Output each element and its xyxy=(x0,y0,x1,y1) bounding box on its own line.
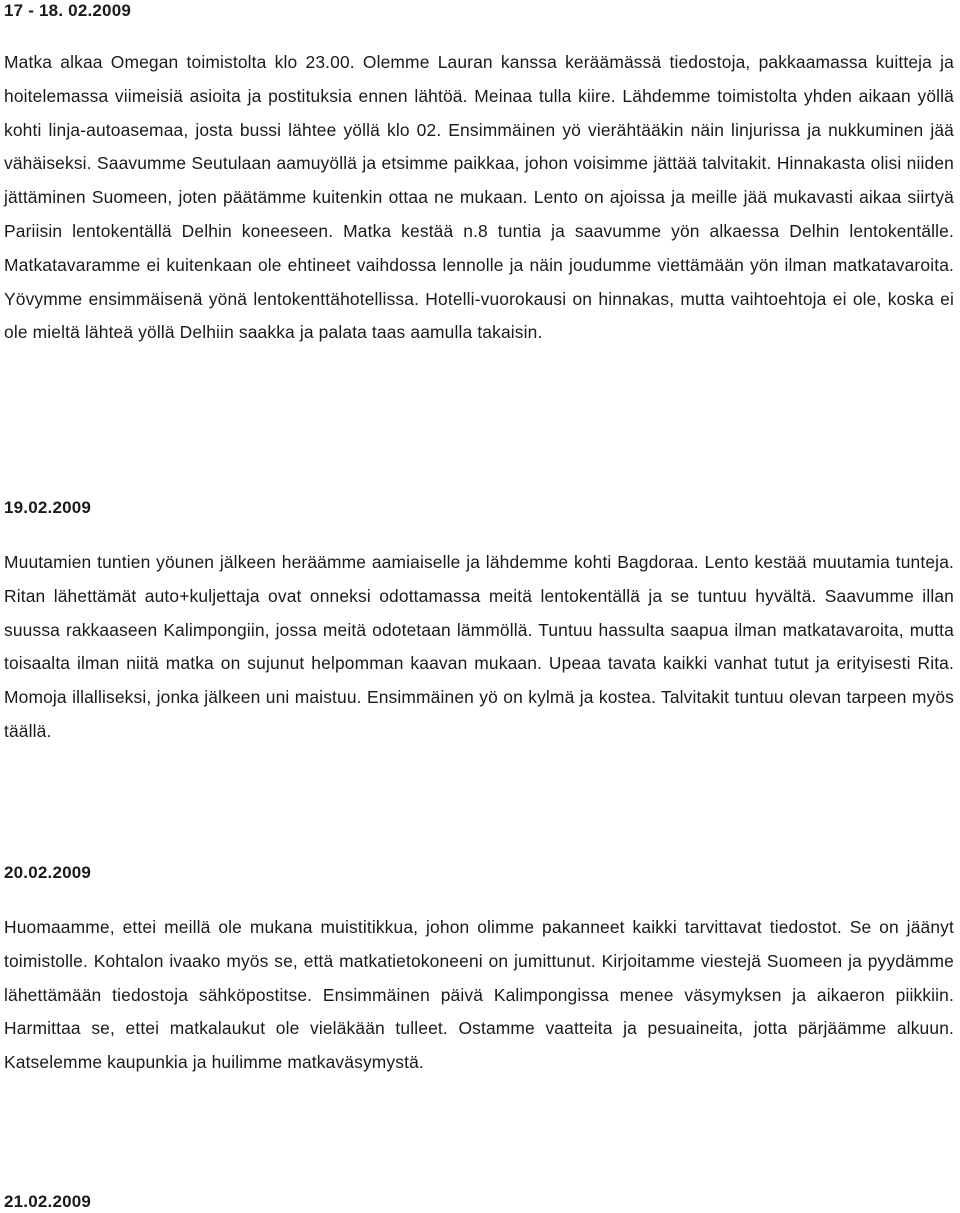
entry-text: Matka alkaa Omegan toimistolta klo 23.00. Olemme Lauran kanssa keräämässä tiedostoja, pakkaamassa kuitteja ja hoitelemassa viimeisiä asioita ja postituksia ennen lähtöä. Meinaa tulla kiire. Lähdemme toimistolta yhden aikaan yöllä kohti linja-autoasemaa, josta bussi lähtee yöllä klo 02. Ensimmäinen yö vierähtääkin näin linjurissa ja nukkuminen jää vähäiseksi. Saavumme Seutulaan aamuyöllä ja etsimme paikkaa, johon voisimme jättää talvitakit. Hinnakasta olisi niiden jättäminen Suomeen, joten päätämme kuitenkin ottaa ne mukaan. Lento on ajoissa ja meille jää mukavasti aikaa siirtyä Pariisin lentokentällä Delhin koneeseen. Matka kestää n.8 tuntia ja saavumme yön alkaessa Delhin lentokentälle. Matkatavaramme ei kuitenkaan ole ehtineet vaihdossa lennolle ja näin joudumme viettämään yön ilman matkatavaroita. Yövymme ensimmäisenä yönä lentokenttähotellissa. Hotelli-vuorokausi on hinnakas, mutta vaihtoehtoja ei ole, koska ei ole mieltä lähteä yöllä Delhiin saakka ja palata taas aamulla takaisin. xyxy=(4,52,954,343)
entry-date: 19.02.2009 xyxy=(4,498,92,517)
entry-date: 20.02.2009 xyxy=(4,863,92,882)
entry-date: 17 - 18. 02.2009 xyxy=(4,1,132,20)
entry-date: 21.02.2009 xyxy=(4,1192,92,1211)
entry-text: Muutamien tuntien yöunen jälkeen heräämme aamiaiselle ja lähdemme kohti Bagdoraa. Lento kestää muutamia tunteja. Ritan lähettämät auto+kuljettaja ovat onneksi odottamassa meitä lentokentällä ja se tuntuu hyvältä. Saavumme illan suussa rakkaaseen Kalimpongiin, jossa meitä odotetaan lämmöllä. Tuntuu hassulta saapua ilman matkatavaroita, mutta toisaalta ilman niitä matka on sujunut helpomman kaavan mukaan. Upeaa tavata kaikki vanhat tutut ja erityisesti Rita. Momoja illalliseksi, jonka jälkeen uni maistuu. Ensimmäinen yö on kylmä ja kostea. Talvitakit tuntuu olevan tarpeen myös täällä. xyxy=(4,552,954,741)
entry-text: Huomaamme, ettei meillä ole mukana muistitikkua, johon olimme pakanneet kaikki tarvittavat tiedostot. Se on jäänyt toimistolle. Kohtalon ivaako myös se, että matkatietokoneeni on jumittunut. Kirjoitamme viestejä Suomeen ja pyydämme lähettämään tiedostoja sähköpostitse. Ensimmäinen päivä Kalimpongissa menee väsymyksen ja aikaeron piikkiin. Harmittaa se, ettei matkalaukut ole vieläkään tulleet. Ostamme vaatteita ja pesuaineita, jotta pärjäämme alkuun. Katselemme kaupunkia ja huilimme matkaväsymystä. xyxy=(4,917,954,1073)
